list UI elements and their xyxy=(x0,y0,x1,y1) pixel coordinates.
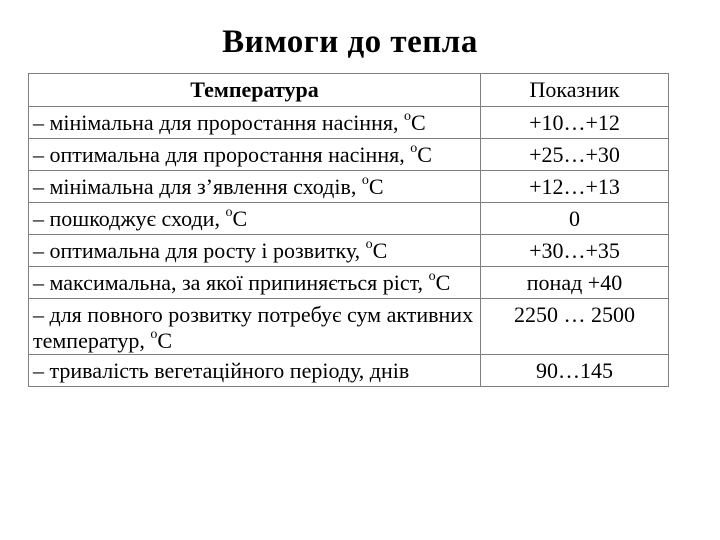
degree-mark: о xyxy=(225,204,233,220)
row-unit-text: С xyxy=(232,206,248,231)
row-unit-text: С xyxy=(372,238,388,263)
row-unit-text: С xyxy=(157,328,173,353)
row-unit-text: С xyxy=(435,270,451,295)
page-title: Вимоги до тепла xyxy=(222,24,478,60)
row-parameter-cell xyxy=(29,267,481,299)
row-parameter-text: – мінімальна для проростання насіння, xyxy=(33,110,404,135)
table-row xyxy=(29,171,669,203)
row-parameter-text: – оптимальна для росту і розвитку, xyxy=(33,238,366,263)
row-parameter-text: – тривалість вегетаційного періоду, днів xyxy=(33,358,410,383)
row-parameter-cell xyxy=(29,235,481,267)
row-value-cell: 2250 … 2500 xyxy=(481,299,669,355)
row-unit-text: С xyxy=(410,110,426,135)
row-parameter-cell xyxy=(29,299,481,355)
column-header-value: Показник xyxy=(481,74,669,107)
row-value-cell: +25…+30 xyxy=(481,139,669,171)
table-header-row xyxy=(29,74,669,107)
row-value-cell: 0 xyxy=(481,203,669,235)
row-parameter-text: – оптимальна для проростання насіння, xyxy=(33,142,411,167)
row-parameter-cell xyxy=(29,139,481,171)
row-unit-text: С xyxy=(368,174,384,199)
degree-mark: о xyxy=(428,268,436,284)
row-parameter-text: – максимальна, за якої припиняється ріст, xyxy=(33,270,429,295)
row-value-cell: +12…+13 xyxy=(481,171,669,203)
row-parameter-cell xyxy=(29,171,481,203)
row-parameter-cell xyxy=(29,203,481,235)
row-parameter-text: – мінімальна для з’явлення сходів, xyxy=(33,174,362,199)
degree-mark: о xyxy=(403,108,411,124)
degree-mark: о xyxy=(361,172,369,188)
column-header-parameter: Температура xyxy=(29,74,481,107)
degree-mark: о xyxy=(150,326,158,342)
row-value-cell: 90…145 xyxy=(481,355,669,387)
row-value-cell: +30…+35 xyxy=(481,235,669,267)
table-row xyxy=(29,139,669,171)
degree-mark: о xyxy=(365,236,373,252)
table-row xyxy=(29,355,669,387)
table-row xyxy=(29,107,669,139)
row-value-cell: +10…+12 xyxy=(481,107,669,139)
table-row xyxy=(29,203,669,235)
row-unit-text: С xyxy=(417,142,432,167)
table-row xyxy=(29,299,669,355)
table-row xyxy=(29,235,669,267)
row-parameter-cell xyxy=(29,355,481,387)
row-parameter-text: – для повного розвитку потребує сум активних температур, xyxy=(33,302,474,353)
degree-mark: о xyxy=(410,140,418,156)
row-parameter-text: – пошкоджує сходи, xyxy=(33,206,226,231)
row-value-cell: понад +40 xyxy=(481,267,669,299)
row-parameter-cell xyxy=(29,107,481,139)
heat-requirements-table xyxy=(28,73,669,387)
table-row xyxy=(29,267,669,299)
